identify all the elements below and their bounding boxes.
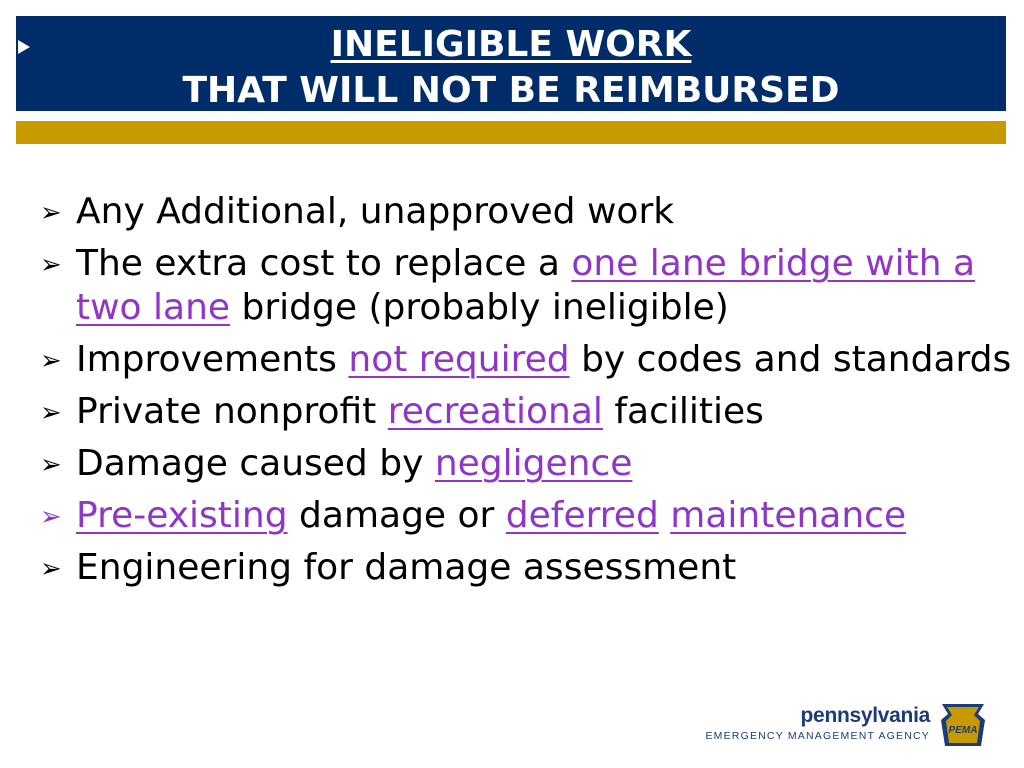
bullet-text: bridge (probably ineligible) (230, 287, 729, 328)
bullet-text: facilities (602, 391, 764, 432)
bullet-text (659, 495, 670, 536)
accent-divider (16, 121, 1006, 144)
glossary-link[interactable]: recreational (387, 391, 603, 432)
bullet-text: Damage caused by (76, 443, 435, 484)
bullet-text: Private nonprofit (76, 391, 388, 432)
arrowhead-bullet-icon: ➢ (40, 250, 62, 280)
logo-name: pennsylvania (800, 704, 930, 727)
arrowhead-bullet-icon: ➢ (40, 346, 62, 376)
bullet-text: Any Additional, unapproved work (76, 191, 675, 232)
pema-logo (705, 700, 996, 752)
glossary-link[interactable]: deferred (505, 495, 659, 536)
glossary-link[interactable]: maintenance (670, 495, 907, 536)
slide-title (16, 22, 1006, 114)
glossary-link[interactable]: Pre-existing (76, 495, 288, 536)
bullet-list (40, 190, 1015, 598)
title-line-2: THAT WILL NOT BE REIMBURSED (182, 70, 840, 111)
arrowhead-bullet-icon: ➢ (40, 198, 62, 228)
bullet-text: Improvements (76, 339, 349, 380)
bullet-text: damage or (287, 495, 506, 536)
title-line-1: INELIGIBLE WORK (330, 24, 692, 65)
bullet-text: by codes and standards (569, 339, 1012, 380)
logo-agency: EMERGENCY MANAGEMENT AGENCY (705, 730, 930, 742)
arrowhead-bullet-icon: ➢ (40, 398, 62, 428)
bullet-text: Engineering for damage assessment (76, 547, 737, 588)
bullet-item (40, 442, 1015, 486)
glossary-link[interactable]: negligence (434, 443, 633, 484)
bullet-item (40, 494, 1015, 538)
arrowhead-bullet-icon: ➢ (40, 554, 62, 584)
glossary-link[interactable]: not required (348, 339, 570, 380)
arrowhead-bullet-icon: ➢ (40, 450, 62, 480)
bullet-item (40, 546, 1015, 590)
bullet-item (40, 190, 1015, 234)
logo-badge: PEMA (948, 725, 978, 736)
bullet-item (40, 338, 1015, 382)
keystone-icon (938, 700, 988, 750)
glossary-link[interactable]: one lane bridge with a two lane (76, 243, 976, 328)
bullet-text: The extra cost to replace a (76, 243, 572, 284)
bullet-item (40, 242, 1015, 330)
arrowhead-bullet-icon: ➢ (40, 502, 62, 532)
bullet-item (40, 390, 1015, 434)
